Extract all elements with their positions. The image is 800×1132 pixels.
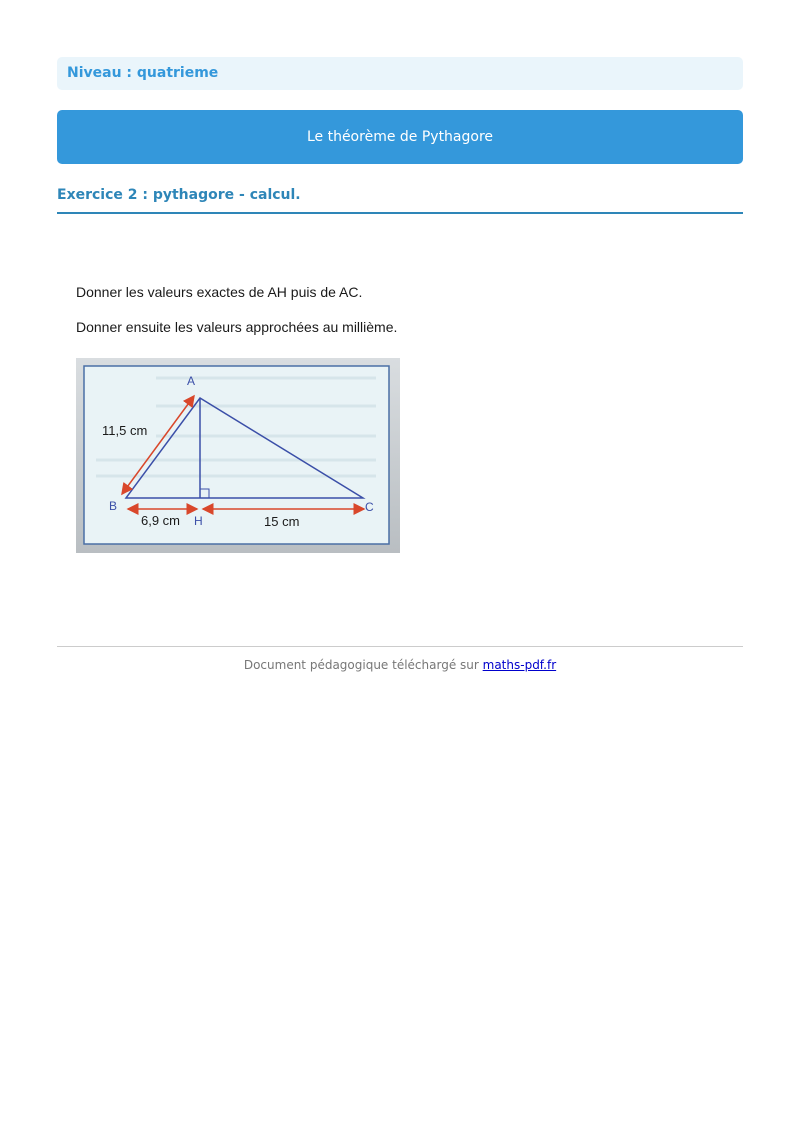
footer — [57, 658, 743, 672]
page-title: Le théorème de Pythagore — [57, 110, 743, 164]
footer-link[interactable]: maths-pdf.fr — [482, 658, 557, 672]
exercise-title: Exercice 2 : pythagore - calcul. — [57, 185, 743, 214]
footer-divider — [57, 646, 743, 647]
label-bh-length: 6,9 cm — [141, 513, 181, 528]
footer-text: Document pédagogique téléchargé sur — [243, 658, 483, 672]
label-h: H — [194, 514, 203, 528]
label-c: C — [365, 500, 374, 514]
label-a: A — [187, 374, 196, 388]
question-2: Donner ensuite les valeurs approchées au millième. — [76, 319, 398, 335]
triangle-figure — [76, 358, 400, 553]
label-b: B — [109, 499, 118, 513]
level-banner: Niveau : quatrieme — [57, 57, 743, 90]
label-hc-length: 15 cm — [264, 514, 300, 529]
question-1: Donner les valeurs exactes de AH puis de AC. — [76, 284, 363, 300]
figure-frame — [84, 366, 389, 544]
label-ab-length: 11,5 cm — [102, 423, 148, 438]
